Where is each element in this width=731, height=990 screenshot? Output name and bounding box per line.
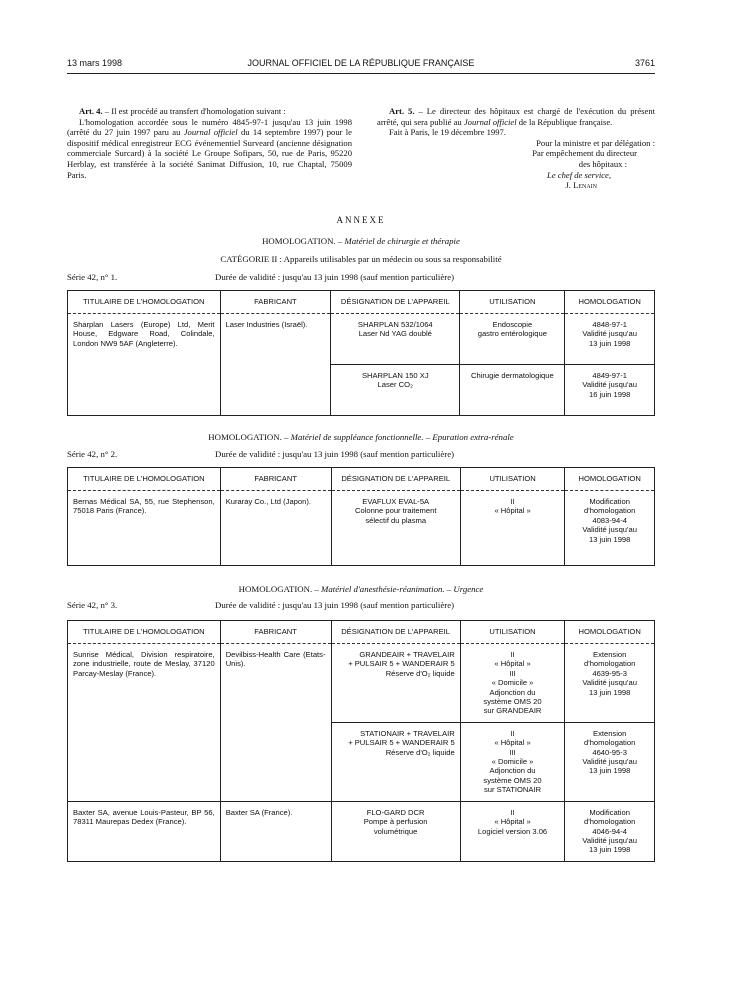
section-1-serie: Série 42, n° 1. <box>67 272 118 282</box>
table-header-row <box>68 621 655 644</box>
cell-designation: FLO-GARD DCR Pompe à perfusion volumétrique <box>331 801 460 861</box>
art5-body-post: de la République française. <box>516 116 613 127</box>
art4-intro: – Il est procédé au transfert d'homologation suivant : <box>104 106 286 116</box>
table-header-row <box>68 468 655 491</box>
sig-line-3: des hôpitaux : <box>578 158 627 169</box>
cell-fabricant: Baxter SA (France). <box>220 801 331 861</box>
section-2-heading <box>67 432 655 442</box>
cell-designation: STATIONAIR + TRAVELAIR + PULSAIR 5 + WANDERAIR 5 Réserve d'O₂ liquide <box>331 722 460 801</box>
cell-fabricant: Kuraray Co., Ltd (Japon). <box>220 491 331 566</box>
section-3-hom: HOMOLOGATION. <box>238 584 313 594</box>
table-serie-1 <box>67 290 655 416</box>
art4-label: Art. 4. <box>79 106 103 116</box>
article-4 <box>67 106 352 180</box>
col-titulaire: TITULAIRE DE L'HOMOLOGATION <box>68 621 221 644</box>
signature-block <box>377 138 655 191</box>
cell-utilisation: Chirugie dermatologique <box>460 365 565 416</box>
header-rule <box>67 73 655 74</box>
cell-designation: GRANDEAIR + TRAVELAIR + PULSAIR 5 + WANDERAIR 5 Réserve d'O₂ liquide <box>331 644 460 723</box>
cell-fabricant: Laser Industries (Israël). <box>220 314 331 416</box>
cell-designation: SHARPLAN 532/1064 Laser Nd YAG doublé <box>331 314 460 365</box>
cell-designation: SHARPLAN 150 XJ Laser CO₂ <box>331 365 460 416</box>
col-fabricant: FABRICANT <box>220 468 331 491</box>
annexe-title: ANNEXE <box>336 215 386 225</box>
col-utilisation: UTILISATION <box>460 621 565 644</box>
table-row <box>68 644 655 723</box>
cell-designation: EVAFLUX EVAL-5A Colonne pour traitement sélectif du plasma <box>331 491 460 566</box>
section-1-sub: – Matériel de chirurgie et thérapie <box>337 236 460 246</box>
art5-journal: Journal officiel <box>463 116 517 127</box>
cell-homologation: Modification d'homologation 4083-94-4 Validité jusqu'au 13 juin 1998 <box>565 491 655 566</box>
col-fabricant: FABRICANT <box>220 621 331 644</box>
art5-label: Art. 5. <box>389 106 415 116</box>
sig-line-1: Pour la ministre et par délégation : <box>536 137 655 148</box>
art4-body-post: du 14 septembre 1997) pour le dispositif médical enregistreur ECG événementiel Surveard (ancienne désignation commerciale Surcard) à la société Le Groupe Sofipars, 50, rue de Paris, 95220 Herblay, est transférée à la société Sanimat Diffusion, 10, rue Chaptal, 75009 Paris. <box>67 127 353 180</box>
page-number: 3761 <box>634 58 655 68</box>
cell-homologation: Modification d'homologation 4046-94-4 Validité jusqu'au 13 juin 1998 <box>565 801 655 861</box>
col-utilisation: UTILISATION <box>460 468 565 491</box>
col-titulaire: TITULAIRE DE L'HOMOLOGATION <box>68 291 221 314</box>
cell-utilisation: II « Hôpital » Logiciel version 3.06 <box>460 801 565 861</box>
col-homologation: HOMOLOGATION <box>565 621 655 644</box>
section-3-serie: Série 42, n° 3. <box>67 600 118 610</box>
page-header <box>67 58 655 72</box>
col-titulaire: TITULAIRE DE L'HOMOLOGATION <box>68 468 221 491</box>
cell-homologation: Extension d'homologation 4640-95-3 Validité jusqu'au 13 juin 1998 <box>565 722 655 801</box>
section-2-serie: Série 42, n° 2. <box>67 449 118 459</box>
header-date: 13 mars 1998 <box>67 58 123 68</box>
cell-titulaire: Bernas Médical SA, 55, rue Stephenson, 75018 Paris (France). <box>68 491 221 566</box>
table-row <box>68 314 655 365</box>
section-2-duree: Durée de validité : jusqu'au 13 juin 1998 (sauf mention particulière) <box>215 449 455 459</box>
sig-line-5: J. Lenain <box>565 180 597 191</box>
cell-titulaire: Sunrise Médical, Division respiratoire, zone industrielle, route de Meslay, 37120 Parcay-Meslay (France). <box>68 644 221 802</box>
col-fabricant: FABRICANT <box>220 291 331 314</box>
art5-body-pre: – Le directeur des hôpitaux est chargé de l'exécution du présent arrêté, qui sera publié au <box>377 106 656 127</box>
cell-homologation: 4848-97-1 Validité jusqu'au 13 juin 1998 <box>565 314 655 365</box>
cell-utilisation: Endoscopie gastro entérologique <box>460 314 565 365</box>
section-2-sub: – Matériel de suppléance fonctionnelle. – Epuration extra-rénale <box>284 432 514 442</box>
cell-utilisation: II « Hôpital » III « Domicile » Adjonction du système OMS 20 sur GRANDEAIR <box>460 644 565 723</box>
section-3-sub: – Matériel d'anesthésie-réanimation. – Urgence <box>314 584 484 594</box>
section-3-duree: Durée de validité : jusqu'au 13 juin 1998 (sauf mention particulière) <box>215 600 455 610</box>
journal-title: JOURNAL OFFICIEL DE LA RÉPUBLIQUE FRANÇAISE <box>247 58 475 68</box>
section-2-hom: HOMOLOGATION. <box>208 432 282 442</box>
table-row <box>68 491 655 566</box>
cell-titulaire: Sharplan Lasers (Europe) Ltd, Merit House, Edgware Road, Colindale, London NW9 5AF (Angleterre). <box>68 314 221 416</box>
section-1-category: CATÉGORIE II : Appareils utilisables par un médecin ou sous sa responsabilité <box>220 254 502 264</box>
sig-line-2: Par empêchement du directeur <box>532 148 637 159</box>
cell-titulaire: Baxter SA, avenue Louis-Pasteur, BP 56, 78311 Maurepas Dedex (France). <box>68 801 221 861</box>
col-designation: DÉSIGNATION DE L'APPAREIL <box>331 291 460 314</box>
col-homologation: HOMOLOGATION <box>565 291 655 314</box>
art4-journal: Journal officiel <box>183 127 238 138</box>
cell-homologation: 4849-97-1 Validité jusqu'au 16 juin 1998 <box>565 365 655 416</box>
cell-utilisation: II « Hôpital » <box>460 491 565 566</box>
col-homologation: HOMOLOGATION <box>565 468 655 491</box>
table-serie-2 <box>67 467 655 566</box>
sig-line-4: Le chef de service, <box>547 169 611 180</box>
section-3-heading <box>67 584 655 594</box>
table-header-row <box>68 291 655 314</box>
col-designation: DÉSIGNATION DE L'APPAREIL <box>331 621 460 644</box>
section-1-hom: HOMOLOGATION. <box>262 236 336 246</box>
article-5 <box>377 106 655 191</box>
table-serie-3 <box>67 620 655 862</box>
table-row <box>68 801 655 861</box>
section-1-heading <box>67 236 655 246</box>
col-utilisation: UTILISATION <box>460 291 565 314</box>
art4-body-pre: L'homologation accordée sous le numéro 4845-97-1 jusqu'au 13 juin 1998 (arrêté du 27 juin 1997 paru au <box>67 116 352 138</box>
section-1-duree: Durée de validité : jusqu'au 13 juin 1998 (sauf mention particulière) <box>215 272 455 282</box>
cell-homologation: Extension d'homologation 4639-95-3 Validité jusqu'au 13 juin 1998 <box>565 644 655 723</box>
art5-fait: Fait à Paris, le 19 décembre 1997. <box>389 127 506 138</box>
cell-utilisation: II « Hôpital » III « Domicile » Adjonction du système OMS 20 sur STATIONAIR <box>460 722 565 801</box>
col-designation: DÉSIGNATION DE L'APPAREIL <box>331 468 460 491</box>
cell-fabricant: Devilbiss-Health Care (Etats-Unis). <box>220 644 331 802</box>
